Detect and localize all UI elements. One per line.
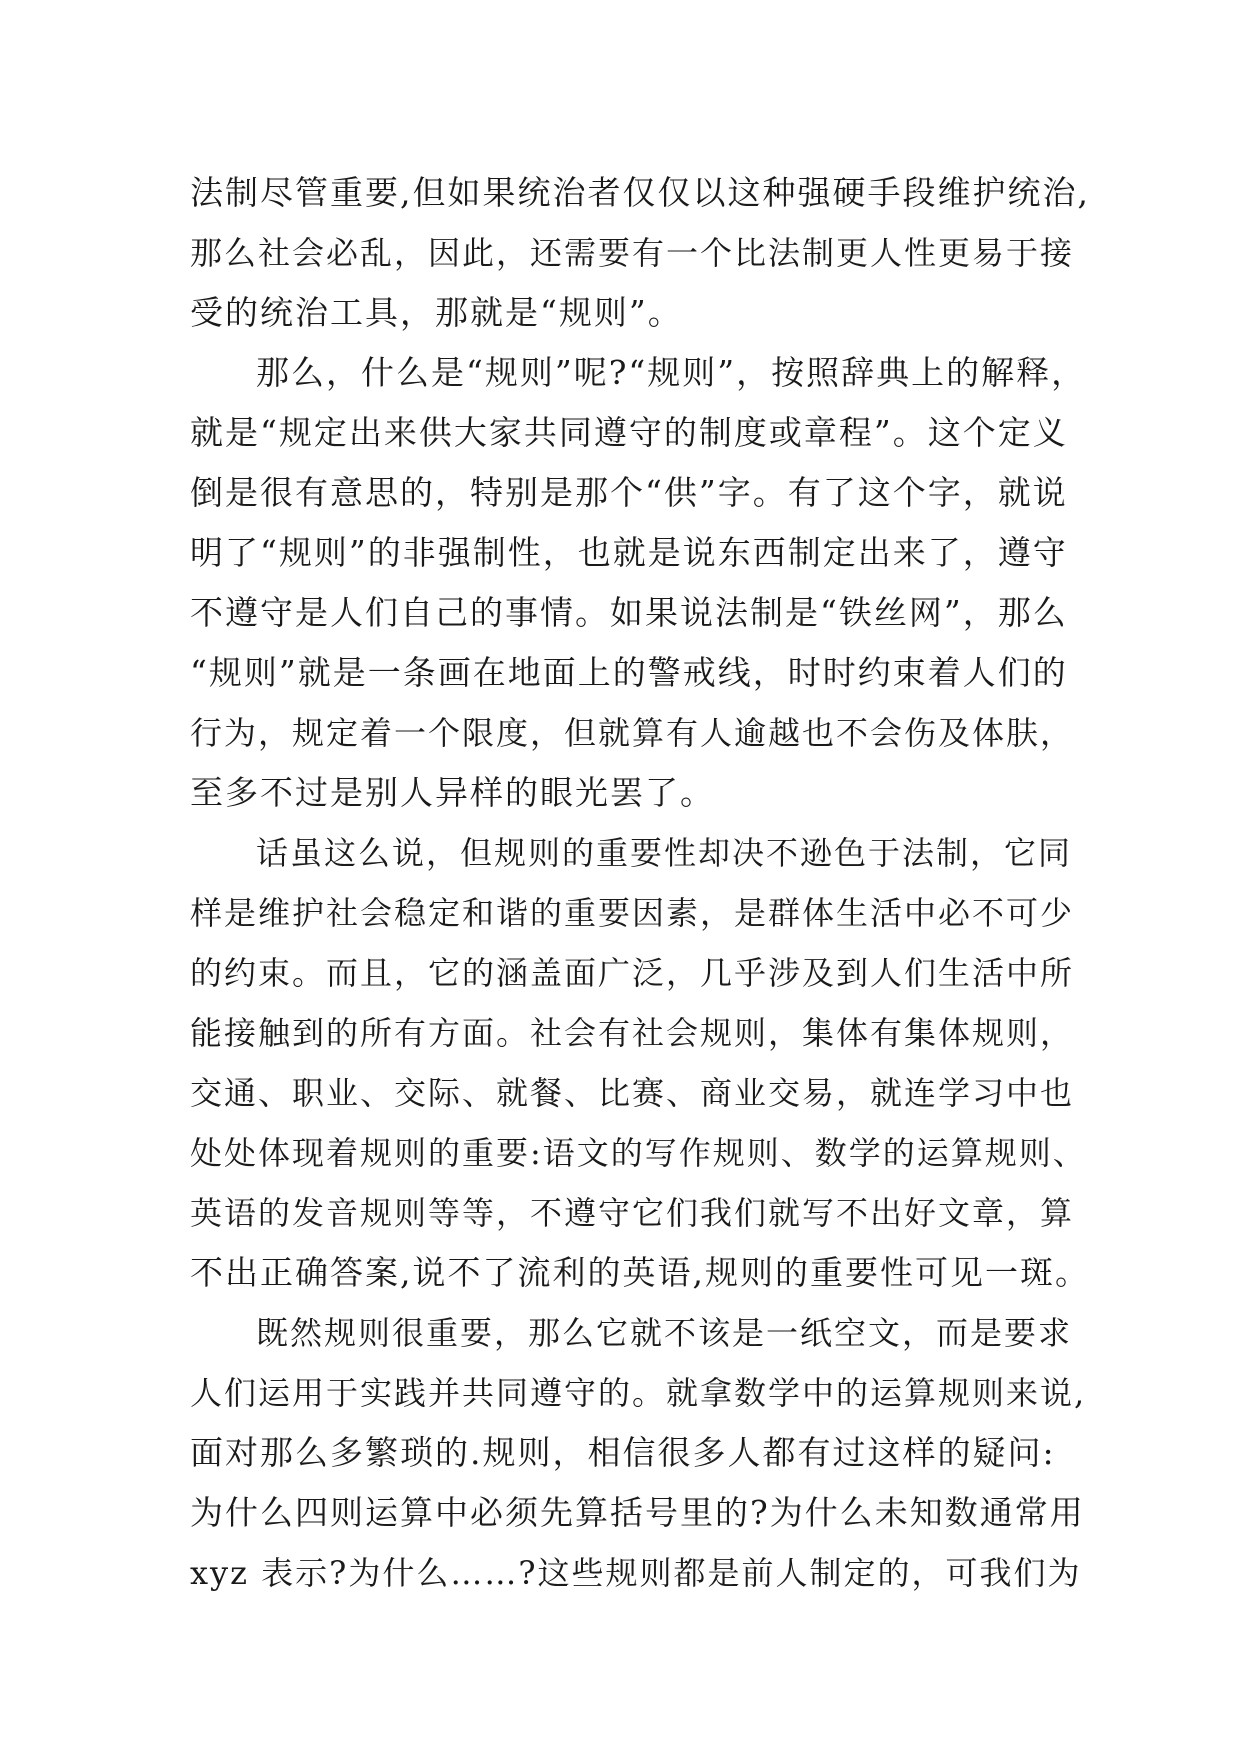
text-line: 就是“规定出来供大家共同遵守的制度或章程”。这个定义: [190, 413, 1068, 452]
paragraph-first-line: 话虽这么说，但规则的重要性却决不逊色于法制，它同: [256, 834, 1073, 872]
paragraph-first-line: 那么，什么是“规则”呢?“规则”，按照辞典上的解释，: [256, 353, 1087, 392]
text-line: 法制尽管重要,但如果统治者仅仅以这种强硬手段维护统治,: [190, 173, 1090, 212]
text-line: 行为，规定着一个限度，但就算有人逾越也不会伤及体肤，: [190, 714, 1075, 752]
text-line: 不遵守是人们自己的事情。如果说法制是“铁丝网”，那么: [190, 593, 1068, 632]
text-line: 至多不过是别人异样的眼光罢了。: [190, 773, 715, 812]
text-line: 英语的发音规则等等，不遵守它们我们就写不出好文章，算: [190, 1194, 1075, 1232]
text-line: 受的统治工具，那就是“规则”。: [190, 293, 683, 332]
text-line: “规则”就是一条画在地面上的警戒线，时时约束着人们的: [190, 653, 1068, 692]
text-line: 交通、职业、交际、就餐、比赛、商业交易，就连学习中也: [190, 1074, 1075, 1112]
text-line: 面对那么多繁琐的.规则，相信很多人都有过这样的疑问:: [190, 1433, 1056, 1472]
text-line: 明了“规则”的非强制性，也就是说东西制定出来了，遵守: [190, 533, 1068, 572]
text-line: 那么社会必乱，因此，还需要有一个比法制更人性更易于接: [190, 234, 1075, 272]
text-line: 人们运用于实践并共同遵守的。就拿数学中的运算规则来说,: [190, 1374, 1087, 1412]
text-line: 能接触到的所有方面。社会有社会规则，集体有集体规则，: [190, 1014, 1075, 1052]
text-line: 不出正确答案,说不了流利的英语,规则的重要性可见一斑。: [190, 1253, 1090, 1292]
text-line: 倒是很有意思的，特别是那个“供”字。有了这个字，就说: [190, 473, 1068, 512]
text-line: 处处体现着规则的重要:语文的写作规则、数学的运算规则、: [190, 1134, 1087, 1172]
text-line: 样是维护社会稳定和谐的重要因素，是群体生活中必不可少: [190, 894, 1075, 932]
text-line: xyz 表示?为什么……?这些规则都是前人制定的，可我们为: [190, 1554, 1082, 1592]
paragraph-first-line: 既然规则很重要，那么它就不该是一纸空文，而是要求: [256, 1314, 1073, 1352]
text-line: 为什么四则运算中必须先算括号里的?为什么未知数通常用: [190, 1493, 1085, 1532]
text-line: 的约束。而且，它的涵盖面广泛，几乎涉及到人们生活中所: [190, 954, 1075, 992]
essay-body: [190, 163, 1090, 1603]
